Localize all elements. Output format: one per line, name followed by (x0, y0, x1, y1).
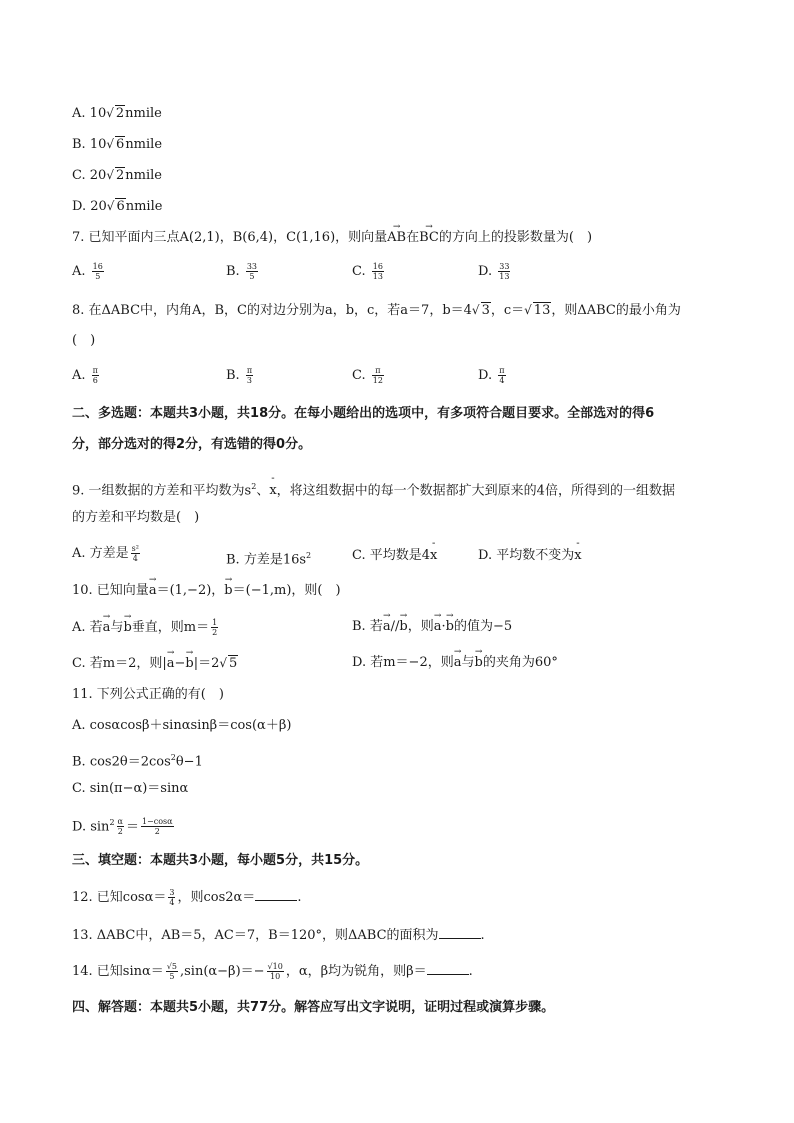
q8-option-c: C. $\frac{\pi}{12}$ (352, 366, 383, 385)
q6-option-d: D. 20√ 6nmile (72, 199, 163, 214)
q10-option-d: D. 若m＝−2，则→ a与→ b的夹角为60° (352, 654, 558, 672)
section-3-heading: 三、填空题：本题共3小题，每小题5分，共15分。 (72, 853, 369, 868)
q14-stem: 14. 已知sinα＝ $\frac{√5}{5}$ ,sin(α−β)＝− $\frac{√10}{10}$ ，α，β均为锐角，则β＝ . (72, 962, 473, 981)
q6-option-c: C. 20√ 2nmile (72, 168, 162, 183)
q9-option-c: C. 平均数是4- x (352, 547, 437, 565)
q11-stem: 11. 下列公式正确的有( ) (72, 687, 224, 702)
q13-stem: 13. ΔABC中，AB＝5，AC＝7，B＝120°，则ΔABC的面积为 . (72, 928, 485, 943)
q12-stem: 12. 已知cosα＝ $\frac{3}{4}$ ，则cos2α＝ . (72, 888, 302, 907)
q12-answer-blank[interactable] (255, 888, 297, 901)
q11-option-c: C. sin(π−α)＝sinα (72, 781, 189, 796)
q7-option-b: B. $\frac{33}{5}$ (226, 262, 258, 281)
q8-stem: 8. 在ΔABC中，内角A，B，C的对边分别为a，b，c，若a＝7，b＝4√ 3，c＝√ 13，则ΔABC的最小角为 (72, 303, 681, 318)
q13-answer-blank[interactable] (439, 926, 481, 939)
q10-option-b: B. 若→ a//→ b，则→ a·→ b的值为−5 (352, 618, 512, 636)
q7-option-a: A. $\frac{16}{5}$ (72, 262, 103, 281)
q9-option-a: A. 方差是 $\frac{\text{s²}}{4}$ (72, 544, 139, 563)
section-2-heading: 二、多选题：本题共3小题，共18分。在每小题给出的选项中，有多项符合题目要求。全部选对的得6 (72, 406, 655, 421)
section-2-heading-cont: 分，部分选对的得2分，有选错的得0分。 (72, 437, 312, 452)
q9-option-d: D. 平均数不变为- x (478, 547, 582, 565)
q8-option-b: B. $\frac{\pi}{3}$ (226, 366, 253, 385)
q8-stem-cont: ( ) (72, 333, 96, 348)
q6-option-a: A. 10√ 2nmile (72, 106, 162, 121)
q10-option-c: C. 若m＝2，则|→ a−→ b|＝2√ 5 (72, 654, 238, 673)
q8-option-d: D. $\frac{\pi}{4}$ (478, 366, 505, 385)
q14-answer-blank[interactable] (427, 962, 469, 975)
q9-option-b: B. 方差是$16s^2$ (226, 551, 312, 568)
q11-option-b: B. $\cos 2\theta=2\cos^2\theta-1$ (72, 753, 203, 770)
q11-option-a: A. cosαcosβ＋sinαsinβ＝cos(α＋β) (72, 718, 292, 733)
section-4-heading: 四、解答题：本题共5小题，共77分。解答应写出文字说明，证明过程或演算步骤。 (72, 1000, 555, 1015)
q9-stem-cont: 的方差和平均数是( ) (72, 510, 200, 525)
q7-stem: 7. 已知平面内三点A(2,1)，B(6,4)，C(1,16)，则向量→ AB在→ BC的方向上的投影数量为( ) (72, 229, 592, 247)
q8-option-a: A. $\frac{\pi}{6}$ (72, 366, 98, 385)
q10-option-a: A. 若→ a与→ b垂直，则m＝ $\frac{1}{2}$ (72, 618, 220, 637)
q11-option-d: D. $\sin^2$ $\frac{\alpha}{2}$ ＝ $\frac{1-\cos\alpha}{2}$ (72, 817, 173, 837)
q7-option-d: D. $\frac{33}{13}$ (478, 262, 510, 281)
q6-option-b: B. 10√ 6nmile (72, 137, 163, 152)
q9-stem: 9. 一组数据的方差和平均数为$s^2$、- x，将这组数据中的每一个数据都扩大到原来的4倍，所得到的一组数据 (72, 478, 675, 500)
q7-option-c: C. $\frac{16}{13}$ (352, 262, 383, 281)
q10-stem: 10. 已知向量→ a＝(1,−2)，→ b＝(−1,m)，则( ) (72, 582, 341, 600)
